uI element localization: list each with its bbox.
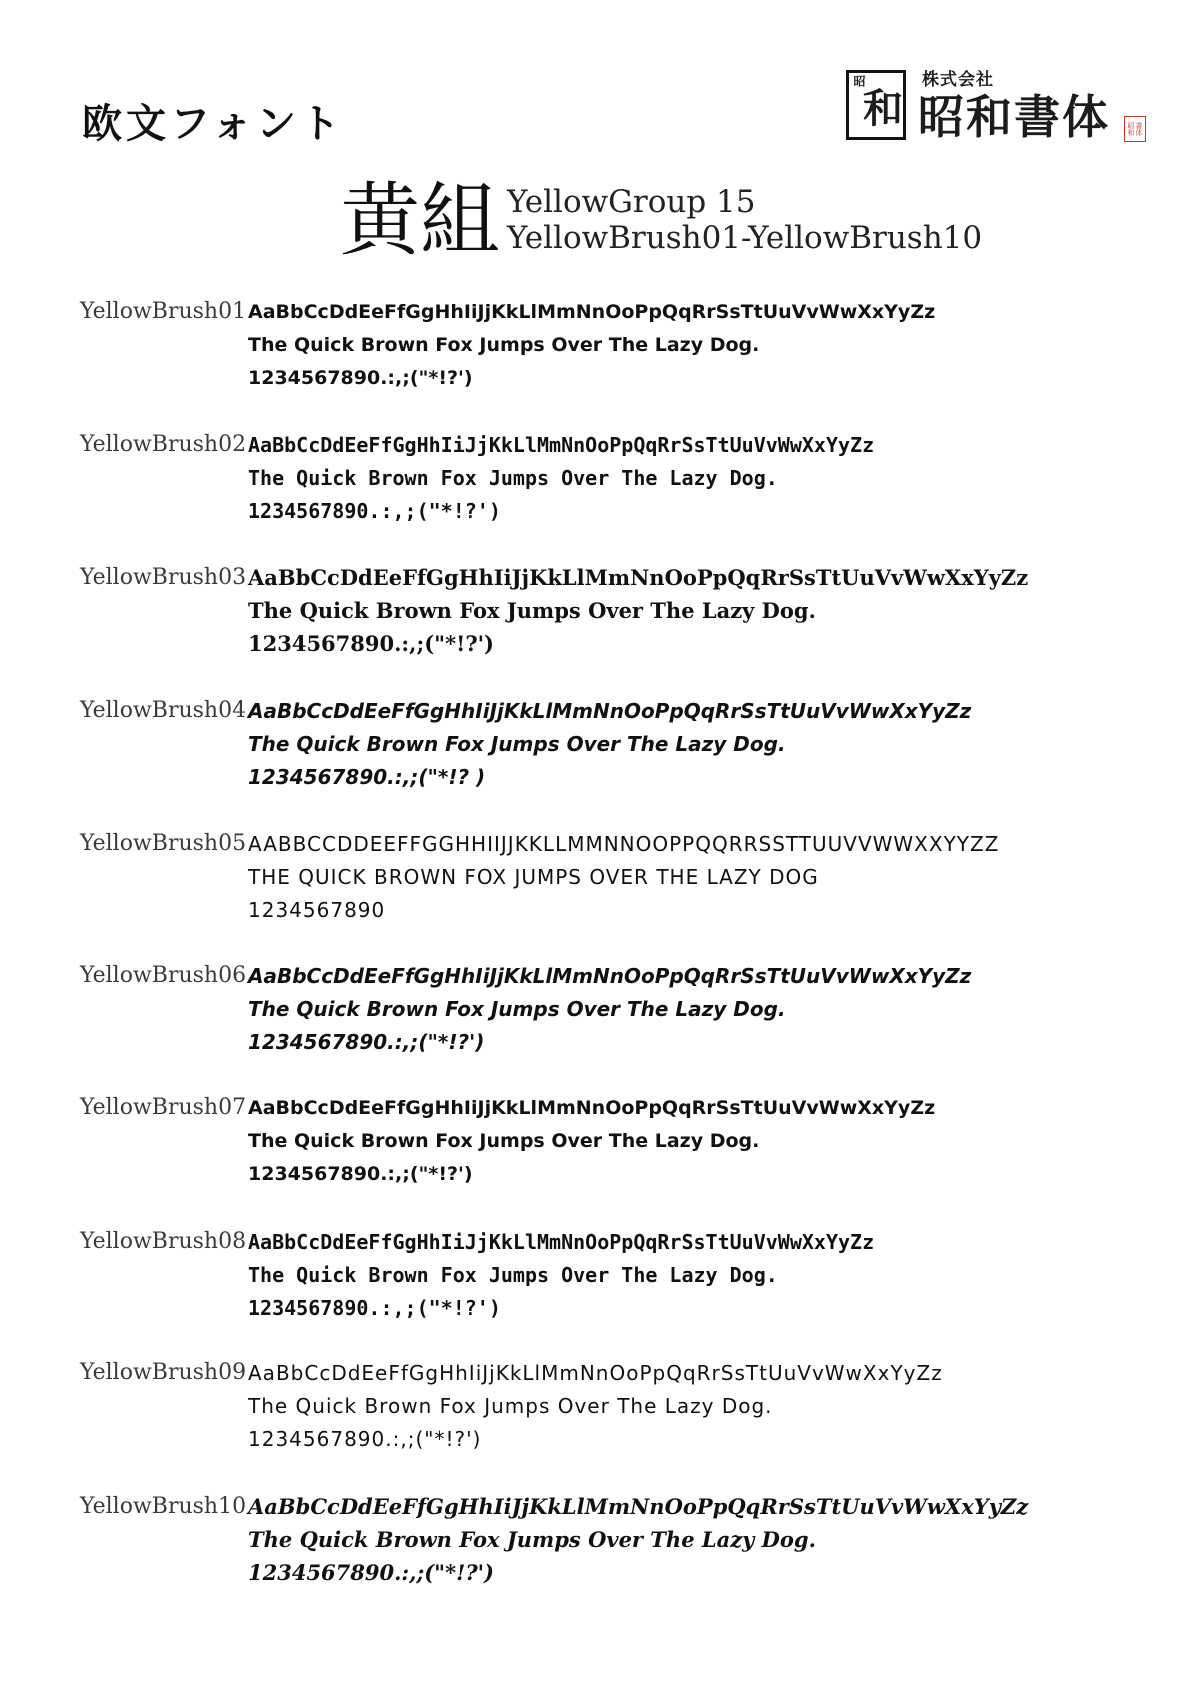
company-logo: [846, 70, 1146, 150]
font-sample-row: [0, 831, 1200, 931]
numerals-sample: 1234567890.:,;("*!?'): [248, 367, 473, 389]
alphabet-sample: AaBbCcDdEeFfGgHhIiJjKkLlMmNnOoPpQqRrSsTtUuVvWwXxYyZz: [248, 301, 936, 323]
alphabet-sample: AaBbCcDdEeFfGgHhIiJjKkLlMmNnOoPpQqRrSsTtUuVvWwXxYyZz: [248, 1097, 936, 1119]
alphabet-sample: AABBCCDDEEFFGGHHIIJJKKLLMMNNOOPPQQRRSSTTUUVVWWXXYYZZ: [248, 832, 1000, 856]
company-type: 株式会社: [922, 70, 994, 90]
sentence-sample: The Quick Brown Fox Jumps Over The Lazy Dog.: [248, 732, 786, 756]
logo-mark-small-char: 昭: [852, 75, 866, 87]
alphabet-sample: AaBbCcDdEeFfGgHhIiJjKkLlMmNnOoPpQqRrSsTtUuVvWwXxYyZz: [248, 1494, 1029, 1519]
alphabet-sample: AaBbCcDdEeFfGgHhIiJjKkLlMmNnOoPpQqRrSsTtUuVvWwXxYyZz: [248, 565, 1029, 590]
logo-mark: [846, 70, 906, 140]
sentence-sample: The Quick Brown Fox Jumps Over The Lazy Dog.: [248, 1394, 773, 1418]
font-name: YellowBrush09: [80, 1360, 247, 1385]
alphabet-sample: AaBbCcDdEeFfGgHhIiJjKkLlMmNnOoPpQqRrSsTtUuVvWwXxYyZz: [248, 1361, 943, 1385]
numerals-sample: 1234567890.:,;("*!?'): [248, 1030, 485, 1054]
red-seal-stamp: 書体昭和: [1124, 116, 1146, 142]
group-name: YellowGroup 15: [507, 184, 756, 220]
sentence-sample: The Quick Brown Fox Jumps Over The Lazy Dog.: [248, 466, 778, 490]
group-range: YellowBrush01-YellowBrush10: [507, 220, 983, 256]
font-sample-row: [0, 432, 1200, 532]
font-name: YellowBrush10: [80, 1494, 247, 1519]
numerals-sample: 1234567890.:,;("*!?'): [248, 1427, 482, 1451]
group-kanji-title: 黄組: [340, 174, 500, 267]
font-name: YellowBrush02: [80, 432, 247, 457]
font-name: YellowBrush05: [80, 831, 247, 856]
page-title: 欧文フォント: [82, 101, 344, 147]
alphabet-sample: AaBbCcDdEeFfGgHhIiJjKkLlMmNnOoPpQqRrSsTtUuVvWwXxYyZz: [248, 433, 875, 457]
font-sample-row: [0, 299, 1200, 399]
logo-mark-big-char: 和: [863, 86, 903, 132]
font-name: YellowBrush08: [80, 1229, 247, 1254]
font-sample-row: [0, 1494, 1200, 1594]
alphabet-sample: AaBbCcDdEeFfGgHhIiJjKkLlMmNnOoPpQqRrSsTtUuVvWwXxYyZz: [248, 699, 972, 723]
font-sample-row: [0, 963, 1200, 1063]
font-name: YellowBrush04: [80, 698, 247, 723]
font-name: YellowBrush07: [80, 1095, 247, 1120]
sentence-sample: The Quick Brown Fox Jumps Over The Lazy Dog.: [248, 1527, 816, 1552]
alphabet-sample: AaBbCcDdEeFfGgHhIiJjKkLlMmNnOoPpQqRrSsTtUuVvWwXxYyZz: [248, 964, 972, 988]
numerals-sample: 1234567890.:,;("*!?'): [248, 1296, 501, 1320]
font-sample-row: [0, 565, 1200, 665]
font-name: YellowBrush03: [80, 565, 247, 590]
font-name: YellowBrush06: [80, 963, 247, 988]
sentence-sample: The Quick Brown Fox Jumps Over The Lazy Dog.: [248, 1130, 760, 1152]
numerals-sample: 1234567890.:,;("*!? ): [248, 765, 486, 789]
numerals-sample: 1234567890.:,;("*!?'): [248, 631, 494, 656]
numerals-sample: 1234567890: [248, 898, 386, 922]
font-sample-row: [0, 1095, 1200, 1195]
alphabet-sample: AaBbCcDdEeFfGgHhIiJjKkLlMmNnOoPpQqRrSsTtUuVvWwXxYyZz: [248, 1230, 875, 1254]
font-name: YellowBrush01: [80, 299, 247, 324]
numerals-sample: 1234567890.:,;("*!?'): [248, 1163, 473, 1185]
numerals-sample: 1234567890.:,;("*!?'): [248, 1560, 494, 1585]
sentence-sample: THE QUICK BROWN FOX JUMPS OVER THE LAZY DOG: [248, 865, 819, 889]
company-name: 昭和書体: [918, 90, 1110, 144]
sentence-sample: The Quick Brown Fox Jumps Over The Lazy Dog.: [248, 997, 786, 1021]
sentence-sample: The Quick Brown Fox Jumps Over The Lazy Dog.: [248, 598, 816, 623]
font-sample-row: [0, 1360, 1200, 1460]
font-sample-row: [0, 1229, 1200, 1329]
numerals-sample: 1234567890.:,;("*!?'): [248, 499, 501, 523]
sentence-sample: The Quick Brown Fox Jumps Over The Lazy Dog.: [248, 1263, 778, 1287]
font-sample-row: [0, 698, 1200, 798]
sentence-sample: The Quick Brown Fox Jumps Over The Lazy Dog.: [248, 334, 760, 356]
